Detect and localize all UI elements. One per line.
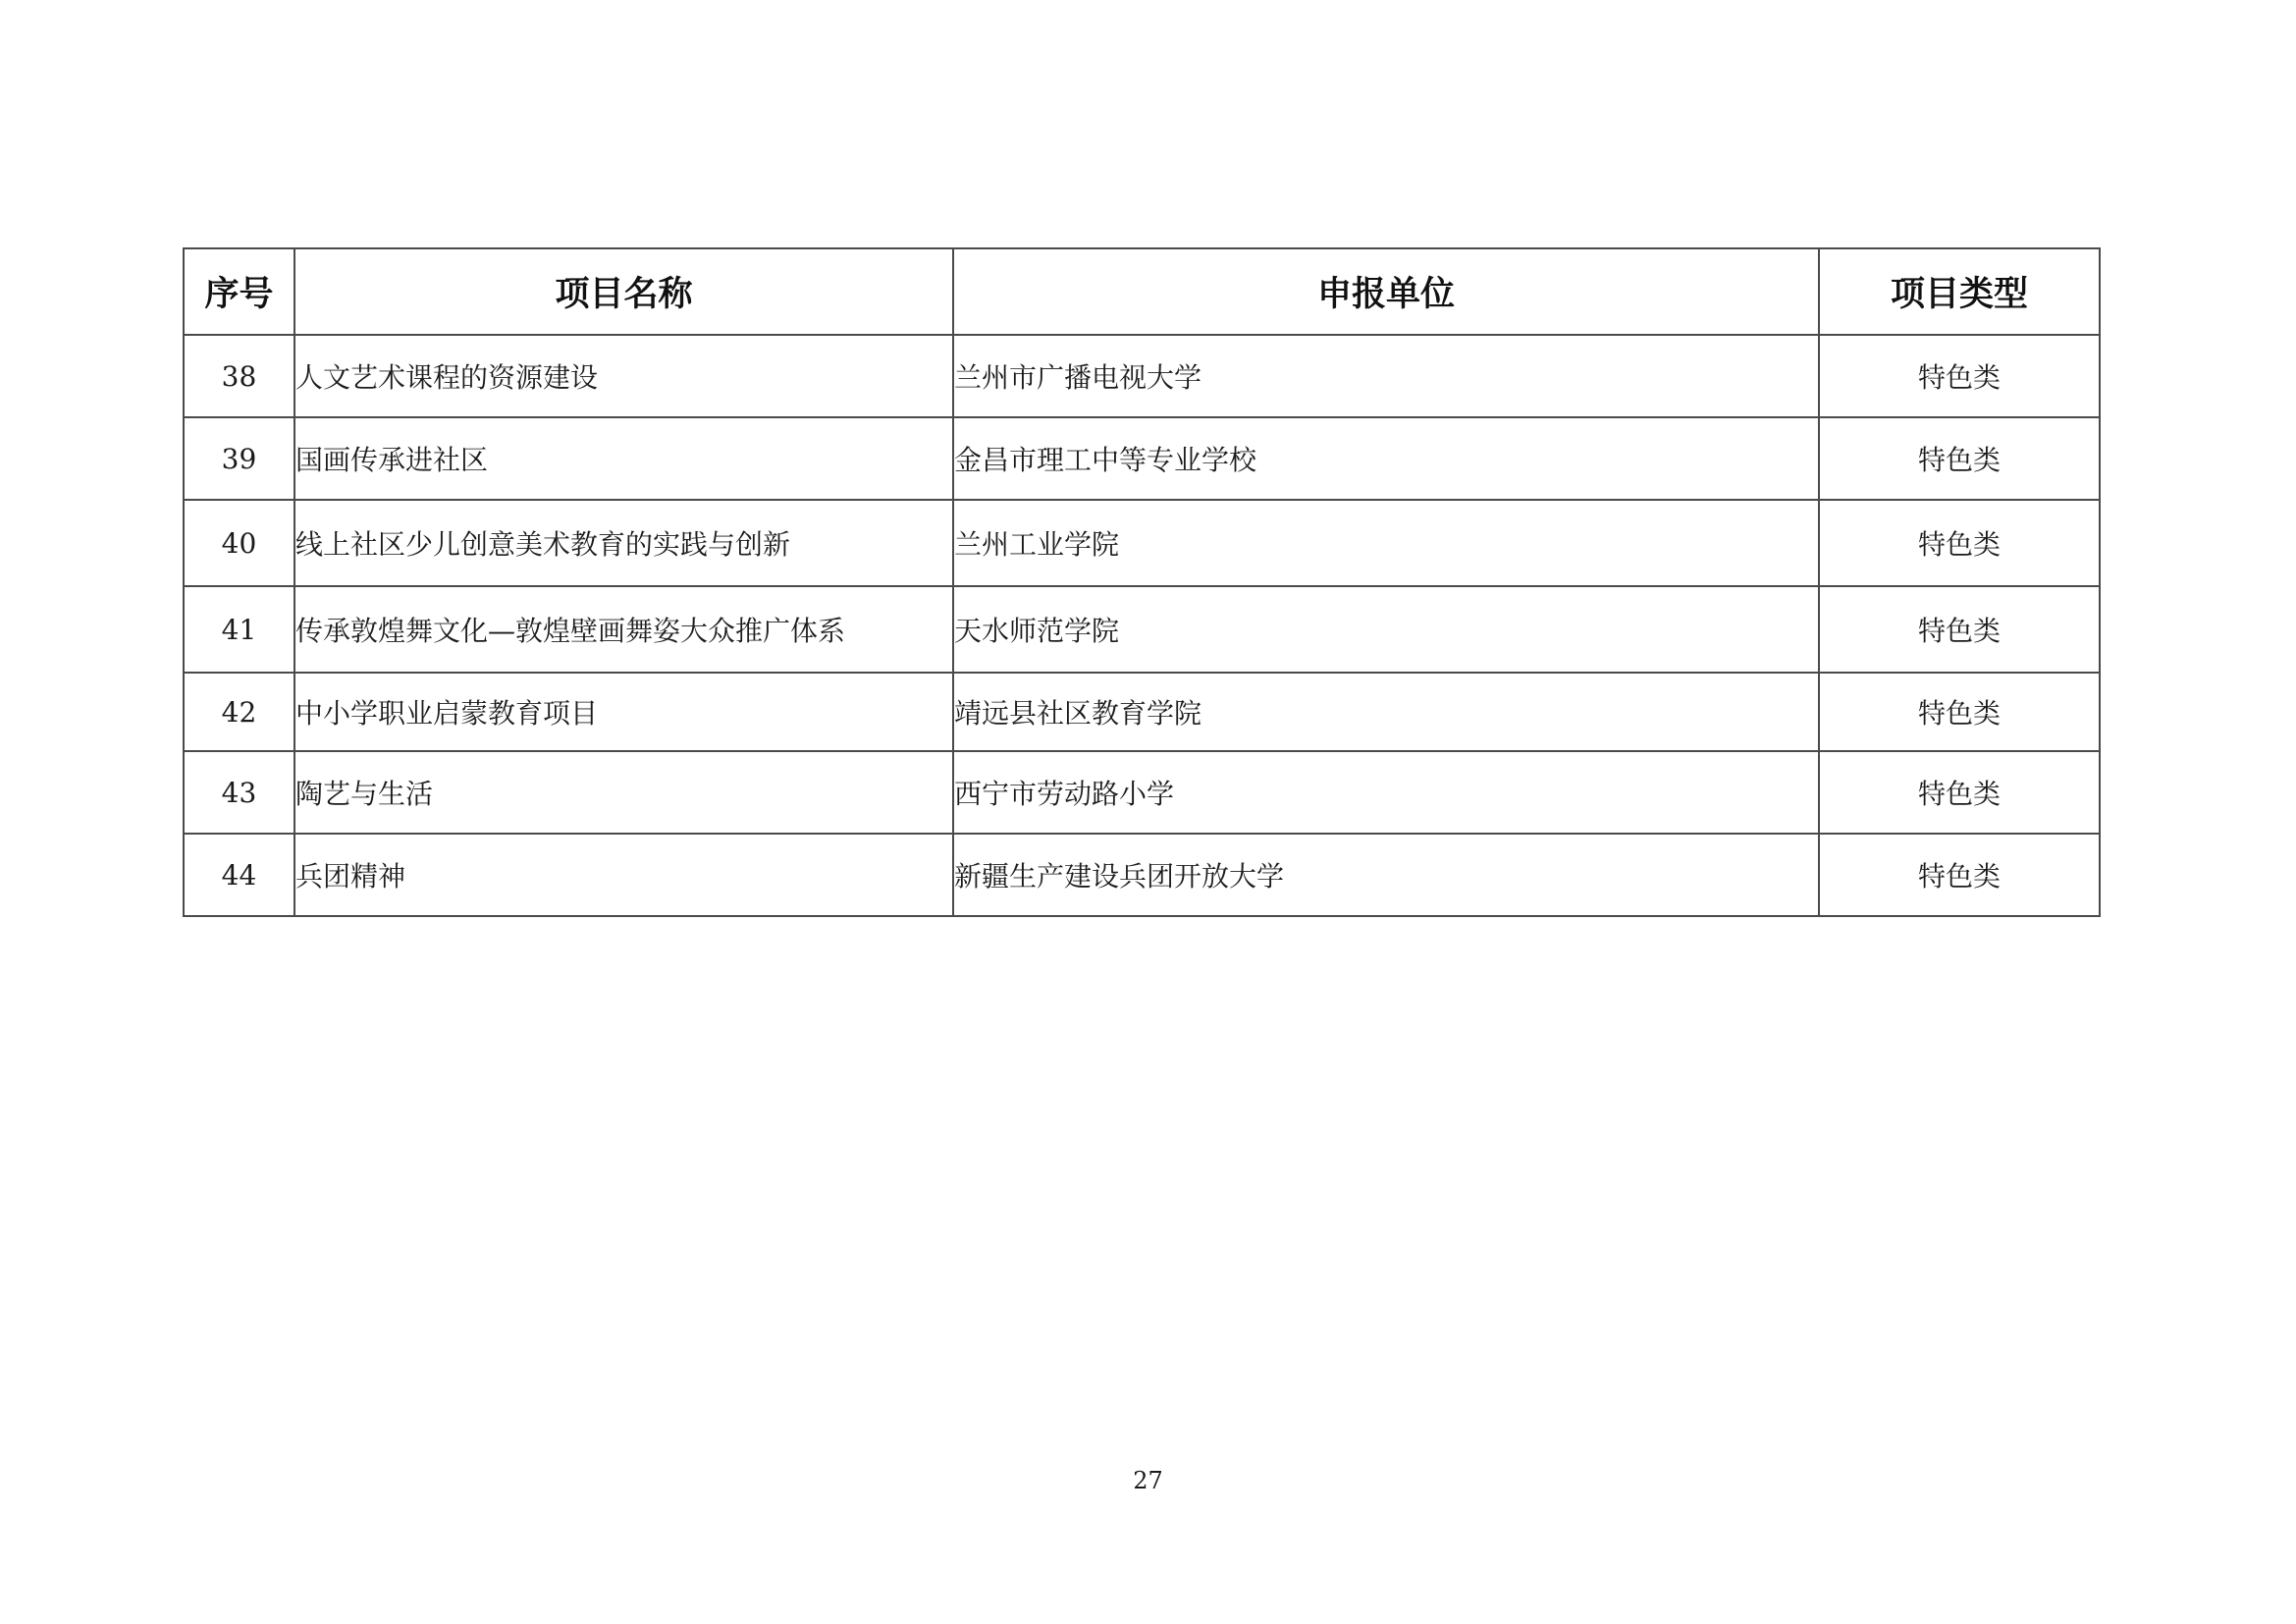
table-row <box>184 417 2100 500</box>
row-project-name: 线上社区少儿创意美术教育的实践与创新 <box>294 500 953 586</box>
table-header <box>184 248 2100 335</box>
row-type: 特色类 <box>1819 335 2100 417</box>
row-unit: 靖远县社区教育学院 <box>953 673 1819 751</box>
table-body <box>184 335 2100 916</box>
row-unit: 新疆生产建设兵团开放大学 <box>953 834 1819 916</box>
table-row <box>184 834 2100 916</box>
row-unit: 兰州工业学院 <box>953 500 1819 586</box>
row-unit: 金昌市理工中等专业学校 <box>953 417 1819 500</box>
row-unit: 天水师范学院 <box>953 586 1819 673</box>
header-type: 项目类型 <box>1819 248 2100 335</box>
header-row <box>184 248 2100 335</box>
row-type: 特色类 <box>1819 500 2100 586</box>
table-row <box>184 751 2100 834</box>
row-no: 41 <box>184 586 294 673</box>
table-row <box>184 335 2100 417</box>
row-project-name: 国画传承进社区 <box>294 417 953 500</box>
table-row <box>184 673 2100 751</box>
row-project-name: 兵团精神 <box>294 834 953 916</box>
row-project-name: 陶艺与生活 <box>294 751 953 834</box>
row-type: 特色类 <box>1819 834 2100 916</box>
row-unit: 西宁市劳动路小学 <box>953 751 1819 834</box>
row-type: 特色类 <box>1819 417 2100 500</box>
row-no: 43 <box>184 751 294 834</box>
row-no: 44 <box>184 834 294 916</box>
header-unit: 申报单位 <box>953 248 1819 335</box>
row-type: 特色类 <box>1819 586 2100 673</box>
row-type: 特色类 <box>1819 673 2100 751</box>
row-project-name: 中小学职业启蒙教育项目 <box>294 673 953 751</box>
row-no: 42 <box>184 673 294 751</box>
project-table <box>183 247 2101 917</box>
row-no: 40 <box>184 500 294 586</box>
page-number: 27 <box>1133 1467 1163 1494</box>
row-no: 38 <box>184 335 294 417</box>
row-no: 39 <box>184 417 294 500</box>
row-unit: 兰州市广播电视大学 <box>953 335 1819 417</box>
row-project-name: 人文艺术课程的资源建设 <box>294 335 953 417</box>
row-type: 特色类 <box>1819 751 2100 834</box>
row-project-name: 传承敦煌舞文化—敦煌壁画舞姿大众推广体系 <box>294 586 953 673</box>
table-row <box>184 586 2100 673</box>
table-row <box>184 500 2100 586</box>
header-no: 序号 <box>184 248 294 335</box>
header-name: 项目名称 <box>294 248 953 335</box>
